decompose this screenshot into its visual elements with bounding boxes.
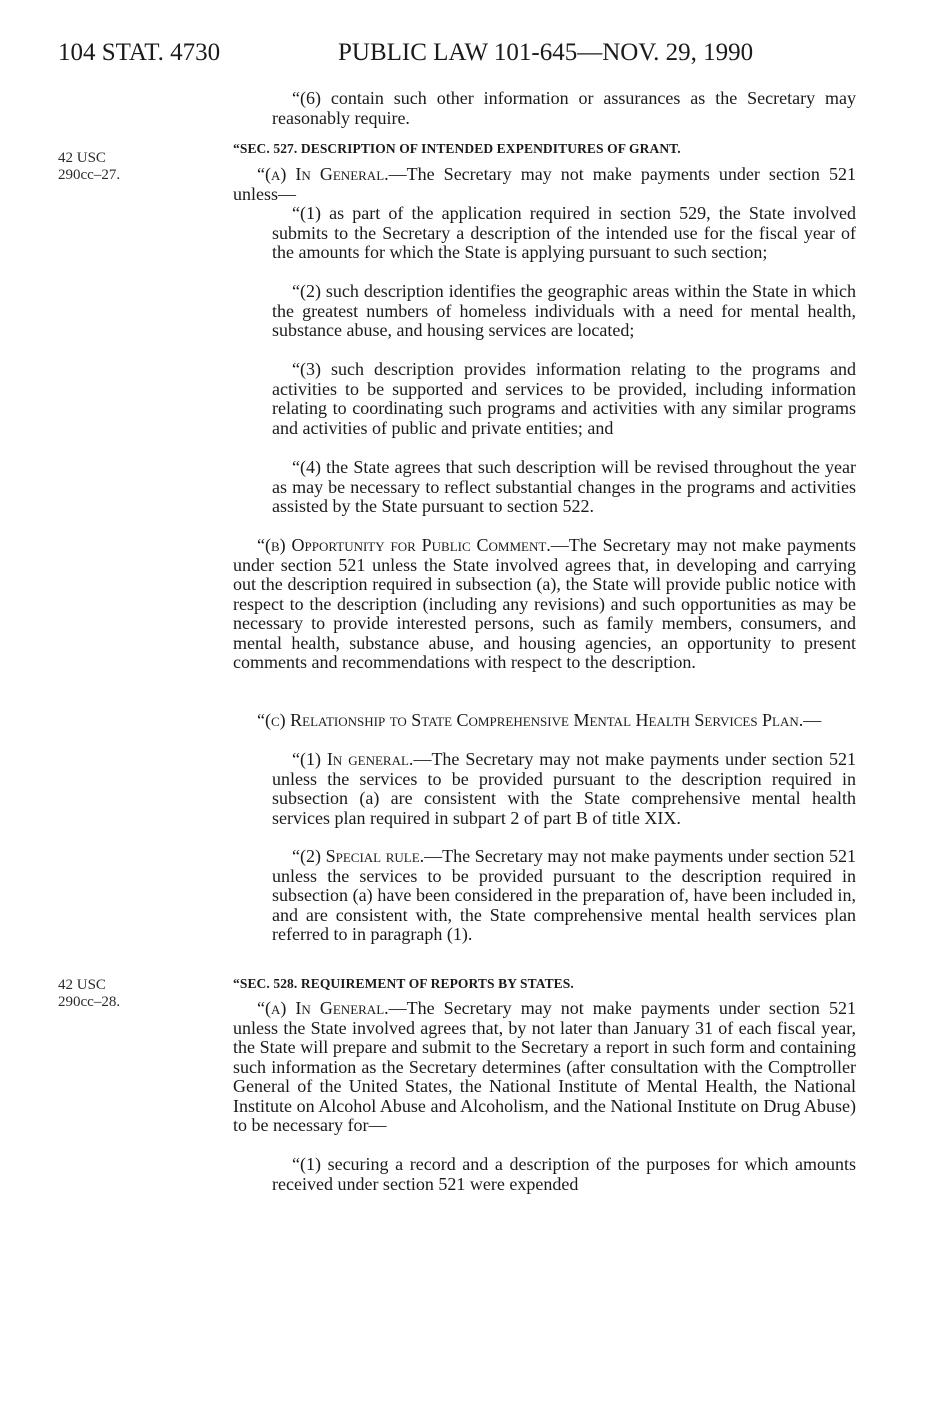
section-527-a3: “(3) such description provides information relating to the programs and activities to be supported and services to be provided, including information relating to coordinating such programs and activities with any similar programs and activities of public and private entities; and	[272, 359, 856, 438]
section-527-a1: “(1) as part of the application required in section 529, the State involved submits to the Secretary a description of the intended use for the fiscal year of the amounts for which the State is applying pursuant to such section;	[272, 203, 856, 262]
subsection-a-label: “(a) In General.	[257, 164, 389, 184]
section-528-subsection-a	[233, 999, 856, 1136]
margin-citation-528	[58, 977, 178, 1011]
section-527-subsection-a	[233, 165, 856, 204]
section-528-heading: “SEC. 528. REQUIREMENT OF REPORTS BY STATES.	[233, 976, 574, 991]
section-528-a1: “(1) securing a record and a description of the purposes for which amounts received under section 521 were expended	[272, 1154, 856, 1194]
margin-citation-527	[58, 150, 178, 184]
subsection-a-text: —The Secretary may not make payments under section 521 unless—	[233, 164, 856, 204]
sec528-a-text: —The Secretary may not make payments under section 521 unless the State involved agrees that, by not later than January 31 of each fiscal year, the State will prepare and submit to the Secretary a report in such form and containing such information as the Secretary determines (after consultation with the Comptroller General of the United States, the National Institute of Mental Health, the National Institute on Alcohol Abuse and Alcoholism, and the National Institute on Drug Abuse) to be necessary for—	[233, 998, 856, 1135]
section-527-c2	[272, 847, 856, 945]
page-header	[58, 38, 878, 68]
section-527-subsection-c	[233, 711, 856, 731]
public-law-title: PUBLIC LAW 101-645—NOV. 29, 1990	[338, 39, 754, 66]
margin-citation-line: 42 USC	[58, 150, 106, 166]
c1-label: “(1) In general.	[292, 749, 414, 769]
c2-text: —The Secretary may not make payments under section 521 unless the services to be provided pursuant to the description required in subsection (a) have been considered in the preparation of, have been included in, and are consistent with, the State comprehensive mental health services plan referred to in paragraph (1).	[272, 846, 856, 944]
c2-label: “(2) Special rule.	[292, 846, 425, 866]
section-527-a4: “(4) the State agrees that such description will be revised throughout the year as may be necessary to reflect substantial changes in the programs and activities assisted by the State pursuant to section 522.	[272, 457, 856, 516]
stat-page-number: 104 STAT. 4730	[58, 39, 221, 66]
subsection-c-text: —	[803, 710, 822, 730]
section-527-c1	[272, 750, 856, 828]
margin-citation-line: 290cc–28.	[58, 994, 121, 1010]
margin-citation-line: 290cc–27.	[58, 167, 121, 183]
subsection-c-label: “(c) Relationship to State Comprehensive Mental Health Services Plan.	[257, 710, 804, 730]
section-527-heading: “SEC. 527. DESCRIPTION OF INTENDED EXPENDITURES OF GRANT.	[233, 141, 681, 156]
section-527-a2: “(2) such description identifies the geographic areas within the State in which the greatest numbers of homeless individuals with a need for mental health, substance abuse, and housing services are located;	[272, 281, 856, 340]
subsection-b-text: —The Secretary may not make payments under section 521 unless the State involved agrees that, in developing and carrying out the description required in subsection (a), the State will provide public notice with respect to the description (including any revisions) and such opportunities as may be necessary to provide interested persons, such as family members, consumers, and mental health, substance abuse, and housing agencies, an opportunity to present comments and recommendations with respect to the description.	[233, 535, 856, 672]
section-527-subsection-b	[233, 536, 856, 673]
paragraph-6: “(6) contain such other information or assurances as the Secretary may reasonably require.	[272, 88, 856, 128]
margin-citation-line: 42 USC	[58, 977, 106, 993]
c1-text: —The Secretary may not make payments under section 521 unless the services to be provided pursuant to the description required in subsection (a) are consistent with the State comprehensive mental health services plan required in subpart 2 of part B of title XIX.	[272, 749, 856, 828]
sec528-a-label: “(a) In General.	[257, 998, 389, 1018]
subsection-b-label: “(b) Opportunity for Public Comment.	[257, 535, 551, 555]
